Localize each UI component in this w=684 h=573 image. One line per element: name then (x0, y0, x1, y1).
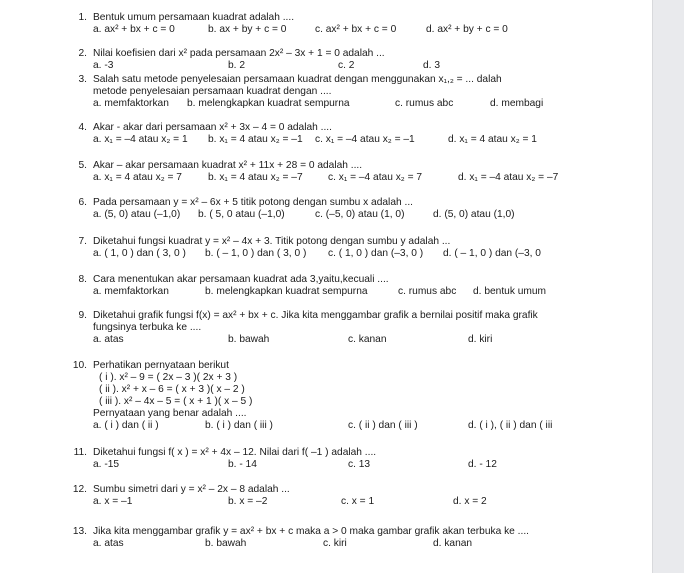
statement-ii: ( ii ). x² + x – 6 = ( x + 3 )( x – 2 ) (99, 384, 245, 395)
answer-options (93, 134, 644, 146)
option-d: d. kiri (468, 334, 493, 345)
answer-options (93, 286, 644, 298)
question-12 (72, 484, 644, 508)
answer-options (93, 60, 644, 72)
question-text: fungsinya terbuka ke .... (93, 322, 202, 333)
answer-options (93, 420, 644, 432)
option-b: b. - 14 (228, 459, 257, 470)
question-text: Perhatikan pernyataan berikut (93, 360, 229, 371)
question-7 (78, 236, 644, 260)
option-b: b. ( 5, 0 atau (–1,0) (198, 209, 285, 220)
question-10 (72, 360, 644, 432)
statement-i: ( i ). x² – 9 = ( 2x – 3 )( 2x + 3 ) (99, 372, 238, 383)
answer-options (93, 496, 644, 508)
option-a: a. x₁ = 4 atau x₂ = 7 (93, 172, 182, 183)
option-c: c. kanan (348, 334, 387, 345)
question-1 (78, 12, 644, 36)
option-b: b. x = –2 (228, 496, 268, 507)
option-c: c. rumus abc (398, 286, 457, 297)
option-a: a. x = –1 (93, 496, 133, 507)
option-b: b. ( i ) dan ( iii ) (205, 420, 273, 431)
question-text: Sumbu simetri dari y = x² – 2x – 8 adalah ... (93, 484, 290, 495)
option-d: d. bentuk umum (473, 286, 547, 297)
option-c: c. rumus abc (395, 98, 454, 109)
answer-options (93, 24, 644, 36)
option-b: b. melengkapkan kuadrat sempurna (187, 98, 350, 109)
option-d: d. membagi (490, 98, 544, 109)
option-c: c. x₁ = –4 atau x₂ = 7 (328, 172, 423, 183)
question-number: 11. (73, 447, 87, 458)
question-8 (78, 274, 644, 298)
question-text: Diketahui fungsi kuadrat y = x² – 4x + 3. Titik potong dengan sumbu y adalah ... (93, 236, 451, 247)
option-b: b. x₁ = 4 atau x₂ = –1 (208, 134, 303, 145)
question-text: Pada persamaan y = x² – 6x + 5 titik potong dengan sumbu x adalah ... (93, 197, 413, 208)
question-6 (78, 197, 644, 221)
option-b: b. bawah (205, 538, 247, 549)
option-a: a. -3 (93, 60, 114, 71)
option-b: b. ax + by + c = 0 (208, 24, 287, 35)
question-text: Diketahui fungsi f( x ) = x² + 4x – 12. Nilai dari f( –1 ) adalah .... (93, 447, 377, 458)
option-c: c. 2 (338, 60, 355, 71)
question-text: Akar – akar persamaan kuadrat x² + 11x + 28 = 0 adalah .... (93, 160, 363, 171)
question-number: 10. (72, 360, 87, 371)
option-c: c. ax² + bx + c = 0 (315, 24, 397, 35)
option-d: d. x₁ = 4 atau x₂ = 1 (448, 134, 537, 145)
option-b: b. ( – 1, 0 ) dan ( 3, 0 ) (205, 248, 307, 259)
option-d: d. - 12 (468, 459, 497, 470)
option-b: b. bawah (228, 334, 270, 345)
answer-options (93, 248, 644, 260)
option-c: c. x₁ = –4 atau x₂ = –1 (315, 134, 415, 145)
question-text: Akar - akar dari persamaan x² + 3x – 4 = 0 adalah .... (93, 122, 332, 133)
option-b: b. melengkapkan kuadrat sempurna (205, 286, 368, 297)
option-d: d. x₁ = –4 atau x₂ = –7 (458, 172, 559, 183)
question-3 (78, 74, 644, 110)
question-number: 1. (78, 12, 87, 23)
statement-iii: ( iii ). x² – 4x – 5 = ( x + 1 )( x – 5 ) (99, 396, 253, 407)
question-2 (78, 48, 644, 72)
question-text: Bentuk umum persamaan kuadrat adalah .... (93, 12, 295, 23)
answer-options (93, 172, 644, 184)
option-d: d. kanan (433, 538, 473, 549)
option-a: a. memfaktorkan (93, 286, 169, 297)
option-c: c. ( ii ) dan ( iii ) (348, 420, 418, 431)
question-11 (73, 447, 644, 471)
question-number: 6. (78, 197, 87, 208)
question-text: Jika kita menggambar grafik y = ax² + bx + c maka a > 0 maka gambar grafik akan terbuka ke .... (93, 526, 530, 537)
option-c: c. 13 (348, 459, 371, 470)
question-number: 8. (78, 274, 87, 285)
question-number: 3. (78, 74, 87, 85)
option-b: b. x₁ = 4 atau x₂ = –7 (208, 172, 303, 183)
option-d: d. ax² + by + c = 0 (426, 24, 508, 35)
question-number: 4. (78, 122, 87, 133)
option-a: a. -15 (93, 459, 120, 470)
option-b: b. 2 (228, 60, 245, 71)
option-d: d. ( – 1, 0 ) dan (–3, 0 (443, 248, 541, 259)
option-a: a. atas (93, 334, 124, 345)
answer-options (93, 459, 644, 471)
option-d: d. x = 2 (453, 496, 487, 507)
option-a: a. ( 1, 0 ) dan ( 3, 0 ) (93, 248, 186, 259)
question-number: 12. (72, 484, 87, 495)
option-a: a. ( i ) dan ( ii ) (93, 420, 159, 431)
option-a: a. atas (93, 538, 124, 549)
option-d: d. 3 (423, 60, 440, 71)
question-number: 2. (78, 48, 87, 59)
question-text: Pernyataan yang benar adalah .... (93, 408, 247, 419)
option-d: d. (5, 0) atau (1,0) (433, 209, 515, 220)
side-panel (652, 0, 684, 573)
question-number: 13. (72, 526, 87, 537)
question-text: Cara menentukan akar persamaan kuadrat ada 3,yaitu,kecuali .... (93, 274, 389, 285)
option-a: a. ax² + bx + c = 0 (93, 24, 175, 35)
option-a: a. (5, 0) atau (–1,0) (93, 209, 181, 220)
question-text: Diketahui grafik fungsi f(x) = ax² + bx + c. Jika kita menggambar grafik a bernilai positif maka grafik (93, 310, 538, 321)
question-text: Nilai koefisien dari x² pada persamaan 2x² – 3x + 1 = 0 adalah ... (93, 48, 385, 59)
option-a: a. x₁ = –4 atau x₂ = 1 (93, 134, 188, 145)
option-d: d. ( i ), ( ii ) dan ( iii (468, 420, 553, 431)
question-text: metode penyelesaian persamaan kuadrat dengan .... (93, 86, 332, 97)
option-c: c. kiri (323, 538, 347, 549)
question-text: Salah satu metode penyelesaian persamaan kuadrat dengan menggunakan x₁,₂ = ... dalah (93, 74, 502, 85)
answer-options (93, 334, 644, 346)
option-a: a. memfaktorkan (93, 98, 169, 109)
question-number: 9. (78, 310, 87, 321)
answer-options (93, 209, 644, 221)
question-number: 5. (78, 160, 87, 171)
question-5 (78, 160, 644, 184)
option-c: c. (–5, 0) atau (1, 0) (315, 209, 405, 220)
question-13 (72, 526, 644, 550)
answer-options (93, 98, 644, 110)
question-number: 7. (78, 236, 87, 247)
question-9 (78, 310, 644, 346)
answer-options (93, 538, 644, 550)
option-c: c. ( 1, 0 ) dan (–3, 0 ) (328, 248, 424, 259)
option-c: c. x = 1 (341, 496, 375, 507)
question-4 (78, 122, 644, 146)
